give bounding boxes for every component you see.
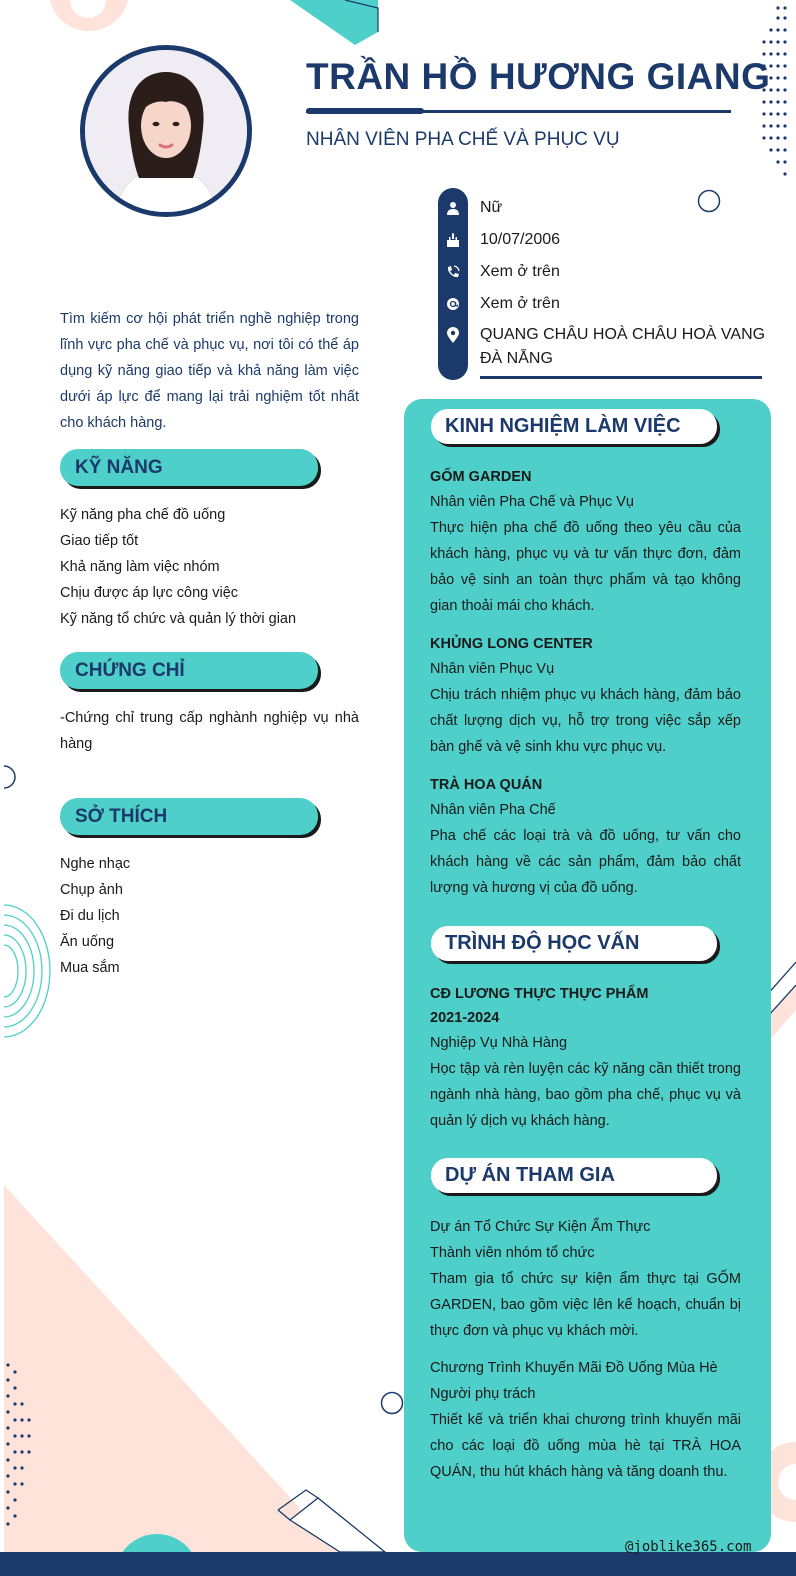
experience-desc: Thực hiện pha chế đồ uống theo yêu cầu của khách hàng, phục vụ và tư vấn thực đơn, đảm bảo vệ sinh an toàn thực phẩm và tạo không gian thoải mái cho khách.: [430, 520, 741, 614]
contact-address-line1: QUANG CHÂU HOÀ CHÂU HOÀ VANG: [480, 326, 766, 343]
skills-list: [60, 502, 360, 632]
list-item: Ăn uống: [60, 934, 115, 950]
watermark: @joblike365.com: [625, 1539, 752, 1555]
experience-role: Nhân viên Pha Chế và Phục Vụ: [430, 494, 634, 510]
list-item: Mua sắm: [60, 960, 120, 976]
education-major: Nghiệp Vụ Nhà Hàng: [430, 1035, 568, 1051]
project-name: Dự án Tổ Chức Sự Kiện Ẩm Thực: [430, 1219, 651, 1235]
list-item: Nghe nhạc: [60, 856, 131, 872]
experience-desc: Chịu trách nhiệm phục vụ khách hàng, đảm bảo chất lượng dịch vụ, hỗ trợ trong việc sắp xếp bàn ghế và vệ sinh khu vực phục vụ.: [430, 687, 741, 755]
list-item: Kỹ năng pha chế đồ uống: [60, 507, 226, 523]
list-item: Giao tiếp tốt: [60, 533, 139, 549]
experience-org: KHỦNG LONG CENTER: [430, 636, 593, 652]
candidate-name: TRẦN HỒ HƯƠNG GIANG: [306, 56, 771, 97]
project-role: Thành viên nhóm tổ chức: [430, 1245, 595, 1261]
career-objective: Tìm kiếm cơ hội phát triển nghề nghiệp trong lĩnh vực pha chế và phục vụ, nơi tôi có thể áp dụng kỹ năng giao tiếp và khả năng làm việc dưới áp lực để mang lại trải nghiệm tốt nhất cho khách hàng.: [60, 311, 359, 431]
contact-icon-bar: [438, 188, 468, 380]
list-item: Chụp ảnh: [60, 882, 123, 898]
list-item: Kỹ năng tổ chức và quản lý thời gian: [60, 611, 297, 627]
section-title-education: TRÌNH ĐỘ HỌC VẤN: [431, 926, 717, 961]
experience-item: [430, 465, 741, 619]
project-name: Chương Trình Khuyến Mãi Đồ Uống Mùa Hè: [430, 1360, 718, 1376]
section-title-certificates: CHỨNG CHỈ: [60, 652, 318, 689]
profile-photo: [80, 45, 252, 217]
at-icon: [438, 293, 468, 315]
experience-item: [430, 773, 741, 901]
list-item: Đi du lịch: [60, 908, 120, 924]
project-desc: Tham gia tổ chức sự kiện ẩm thực tại GỐM GARDEN, bao gồm việc lên kế hoạch, chuẩn bị thực đơn và phục vụ khách mời.: [430, 1271, 741, 1339]
contact-underline: [480, 376, 762, 379]
job-title: NHÂN VIÊN PHA CHẾ VÀ PHỤC VỤ: [306, 129, 620, 150]
project-desc: Thiết kế và triển khai chương trình khuyến mãi cho các loại đồ uống mùa hè tại TRÀ HOA QUÁN, thu hút khách hàng và tăng doanh thu.: [430, 1412, 741, 1480]
education-item: [430, 982, 741, 1134]
section-title-hobbies: SỞ THÍCH: [60, 798, 318, 835]
education-desc: Học tập và rèn luyện các kỹ năng cần thiết trong ngành nhà hàng, bao gồm pha chế, phục vụ và quản lý dịch vụ khách hàng.: [430, 1061, 741, 1129]
phone-icon: [438, 261, 468, 283]
education-school: CĐ LƯƠNG THỰC THỰC PHẨM: [430, 986, 649, 1002]
hobbies-list: [60, 851, 360, 981]
section-title-skills: KỸ NĂNG: [60, 449, 318, 486]
certificates-text: -Chứng chỉ trung cấp nghành nghiệp vụ nhà hàng: [60, 710, 359, 752]
name-underline-accent: [306, 108, 424, 114]
contact-address-line2: ĐÀ NẴNG: [480, 350, 553, 367]
experience-item: [430, 632, 741, 760]
section-title-experience: KINH NGHIỆM LÀM VIỆC: [431, 409, 717, 444]
list-item: Khả năng làm việc nhóm: [60, 559, 220, 575]
contact-gender: Nữ: [480, 199, 503, 216]
user-icon: [438, 197, 468, 219]
contact-email: Xem ở trên: [480, 295, 560, 312]
contact-phone: Xem ở trên: [480, 263, 560, 280]
footer-bar: [0, 1552, 796, 1576]
project-role: Người phụ trách: [430, 1386, 536, 1402]
experience-org: GỐM GARDEN: [430, 469, 532, 485]
experience-desc: Pha chế các loại trà và đồ uống, tư vấn cho khách hàng về các sản phẩm, đảm bảo chất lượng và hương vị của đồ uống.: [430, 828, 741, 896]
avatar: [85, 50, 247, 212]
experience-role: Nhân viên Pha Chế: [430, 802, 556, 818]
experience-role: Nhân viên Phục Vụ: [430, 661, 555, 677]
contact-birthdate: 10/07/2006: [480, 231, 561, 248]
project-item: [430, 1355, 741, 1485]
list-item: Chịu được áp lực công việc: [60, 585, 239, 601]
experience-org: TRÀ HOA QUÁN: [430, 777, 543, 793]
project-item: [430, 1214, 741, 1344]
education-period: 2021-2024: [430, 1010, 500, 1026]
cake-icon: [438, 229, 468, 251]
map-pin-icon: [438, 324, 468, 346]
section-title-projects: DỰ ÁN THAM GIA: [431, 1158, 717, 1193]
